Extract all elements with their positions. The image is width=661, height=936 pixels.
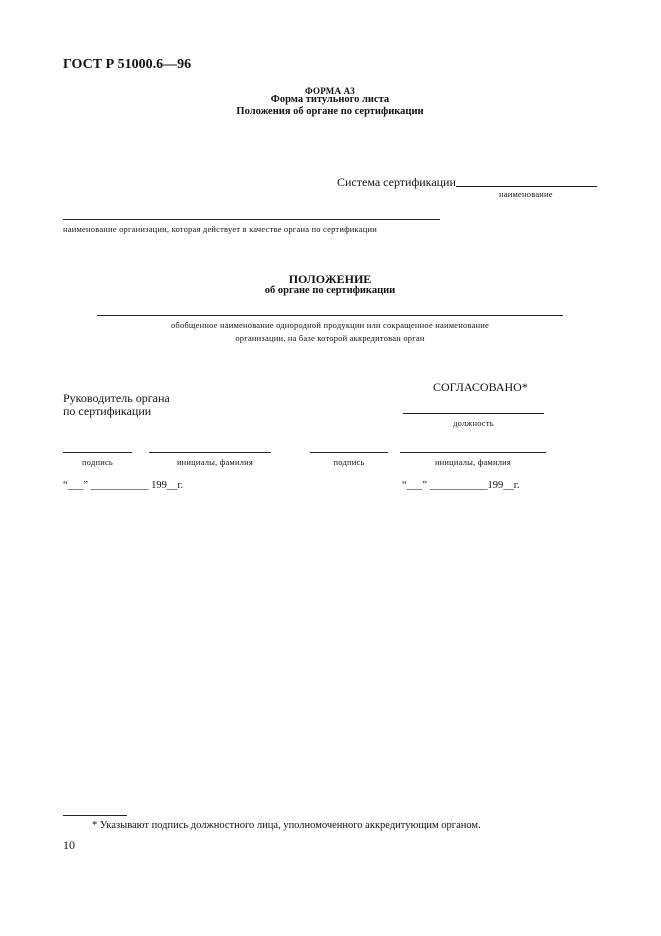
product-caption-line1: обобщенное наименование однородной продукции или сокращенное наименование	[170, 320, 490, 330]
right-name-field[interactable]	[400, 452, 546, 453]
regulation-subtitle: об органе по сертификации	[264, 285, 396, 296]
right-signature-caption: подпись	[333, 457, 365, 467]
right-signature-field[interactable]	[310, 452, 388, 453]
position-field[interactable]	[403, 413, 544, 414]
position-caption: должность	[453, 418, 494, 428]
head-title-line1: Руководитель органа	[63, 391, 170, 405]
doc-code: ГОСТ Р 51000.6—96	[63, 57, 192, 72]
right-date-field[interactable]: “___” ___________199__г.	[402, 480, 520, 491]
left-name-caption: инициалы, фамилия	[176, 457, 254, 467]
regulation-title: ПОЛОЖЕНИЕ	[288, 272, 372, 286]
organization-field[interactable]	[63, 219, 440, 220]
left-signature-caption: подпись	[81, 457, 114, 467]
certification-system-caption: наименование	[499, 189, 553, 199]
head-title-line2: по сертификации	[63, 404, 152, 418]
left-signature-field[interactable]	[63, 452, 132, 453]
product-caption-line2: организации, на базе которой аккредитован орган	[235, 333, 425, 343]
agreed-heading: СОГЛАСОВАНО*	[433, 380, 528, 394]
form-label: ФОРМА А3	[304, 86, 355, 96]
certification-system-label: Система сертификации	[337, 175, 456, 189]
footnote-text: * Указывают подпись должностного лица, уполномоченного аккредитующим органом.	[92, 820, 481, 831]
page-number: 10	[63, 838, 75, 852]
product-field[interactable]	[97, 315, 563, 316]
left-name-field[interactable]	[149, 452, 271, 453]
organization-caption: наименование организации, которая действует в качестве органа по сертификации	[63, 224, 377, 234]
footnote-separator	[63, 815, 127, 816]
form-title-line2: Положения об органе по сертификации	[236, 106, 424, 117]
left-date-field[interactable]: “___” ___________ 199__г.	[63, 480, 184, 491]
right-name-caption: инициалы, фамилия	[434, 457, 512, 467]
certification-system-field[interactable]	[456, 186, 597, 187]
form-title-line1: Форма титульного листа	[270, 94, 390, 105]
